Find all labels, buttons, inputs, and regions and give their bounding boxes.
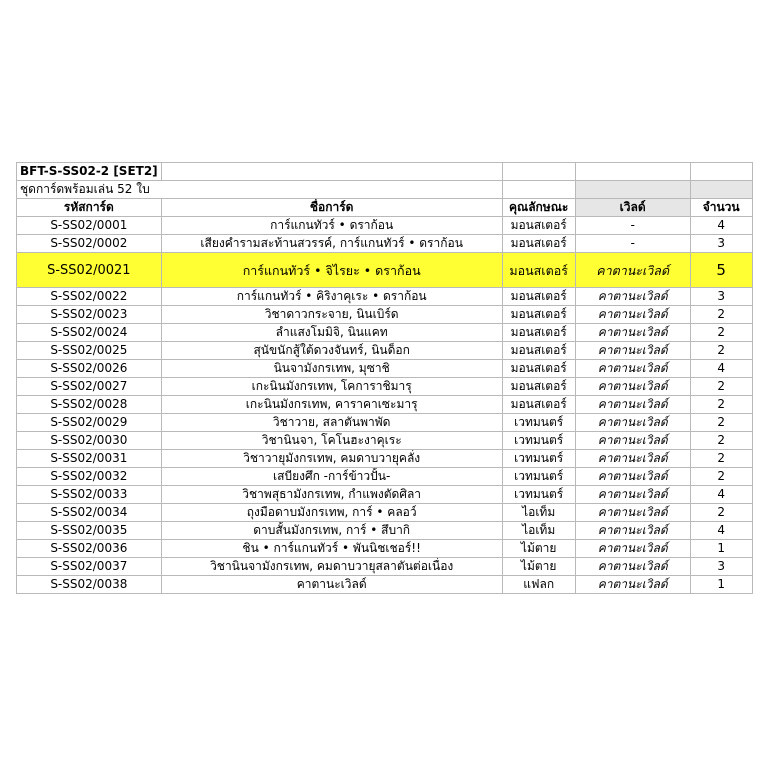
- cell-name[interactable]: ดาบสั้นมังกรเทพ, การ์ • สึบากิ: [161, 522, 502, 540]
- table-row: [17, 450, 753, 468]
- cell-code[interactable]: S-SS02/0028: [17, 396, 162, 414]
- cell-property[interactable]: มอนสเตอร์: [502, 396, 575, 414]
- cell-code[interactable]: S-SS02/0035: [17, 522, 162, 540]
- cell-property[interactable]: เวทมนตร์: [502, 432, 575, 450]
- table-row: [17, 288, 753, 306]
- cell-qty[interactable]: 4: [690, 360, 752, 378]
- cell-world[interactable]: คาตานะเวิลด์: [575, 360, 690, 378]
- cell-code[interactable]: S-SS02/0037: [17, 558, 162, 576]
- cell-code[interactable]: S-SS02/0033: [17, 486, 162, 504]
- cell-code[interactable]: S-SS02/0023: [17, 306, 162, 324]
- cell-property[interactable]: มอนสเตอร์: [502, 324, 575, 342]
- cell-name[interactable]: วิชาดาวกระจาย, นินเบิร์ด: [161, 306, 502, 324]
- cell-qty[interactable]: 5: [690, 253, 752, 288]
- cell-qty[interactable]: 3: [690, 558, 752, 576]
- cell-world[interactable]: คาตานะเวิลด์: [575, 576, 690, 594]
- empty-cell[interactable]: [575, 163, 690, 181]
- cell-world[interactable]: คาตานะเวิลด์: [575, 396, 690, 414]
- cell-qty[interactable]: 2: [690, 504, 752, 522]
- cell-property[interactable]: มอนสเตอร์: [502, 235, 575, 253]
- table-row: [17, 360, 753, 378]
- cell-code[interactable]: S-SS02/0021: [17, 253, 162, 288]
- cell-name[interactable]: สุนัขนักสู้ใต้ดวงจันทร์, นินด็อก: [161, 342, 502, 360]
- header-name[interactable]: ชื่อการ์ด: [161, 199, 502, 217]
- cell-name[interactable]: ถุงมือดาบมังกรเทพ, การ์ • คลอว์: [161, 504, 502, 522]
- cell-world[interactable]: คาตานะเวิลด์: [575, 253, 690, 288]
- cell-property[interactable]: ไอเท็ม: [502, 522, 575, 540]
- cell-code[interactable]: S-SS02/0024: [17, 324, 162, 342]
- cell-property[interactable]: มอนสเตอร์: [502, 253, 575, 288]
- table-row: [17, 576, 753, 594]
- cell-code[interactable]: S-SS02/0038: [17, 576, 162, 594]
- cell-property[interactable]: มอนสเตอร์: [502, 288, 575, 306]
- table-row: [17, 253, 753, 288]
- cell-property[interactable]: มอนสเตอร์: [502, 360, 575, 378]
- title-row: [17, 163, 753, 181]
- cell-name[interactable]: วิชานินจา, โคโนฮะงาคุเระ: [161, 432, 502, 450]
- empty-cell[interactable]: [575, 181, 690, 199]
- cell-name[interactable]: นินจามังกรเทพ, มุซาชิ: [161, 360, 502, 378]
- cell-property[interactable]: เวทมนตร์: [502, 468, 575, 486]
- cell-world[interactable]: คาตานะเวิลด์: [575, 540, 690, 558]
- cell-name[interactable]: วิชานินจามังกรเทพ, คมดาบวายุสลาตันต่อเนื่อง: [161, 558, 502, 576]
- empty-cell[interactable]: [690, 181, 752, 199]
- header-property[interactable]: คุณลักษณะ: [502, 199, 575, 217]
- cell-world[interactable]: คาตานะเวิลด์: [575, 504, 690, 522]
- header-code[interactable]: รหัสการ์ด: [17, 199, 162, 217]
- cell-code[interactable]: S-SS02/0026: [17, 360, 162, 378]
- cell-name[interactable]: คาตานะเวิลด์: [161, 576, 502, 594]
- cell-code[interactable]: S-SS02/0027: [17, 378, 162, 396]
- cell-property[interactable]: แฟลก: [502, 576, 575, 594]
- cell-name[interactable]: วิชาวายุมังกรเทพ, คมดาบวายุคลั่ง: [161, 450, 502, 468]
- cell-world[interactable]: คาตานะเวิลด์: [575, 324, 690, 342]
- cell-name[interactable]: การ์แกนทัวร์ • คิริงาคุเระ • ดราก้อน: [161, 288, 502, 306]
- cell-world[interactable]: คาตานะเวิลด์: [575, 414, 690, 432]
- cell-code[interactable]: S-SS02/0002: [17, 235, 162, 253]
- cell-property[interactable]: ไอเท็ม: [502, 504, 575, 522]
- cell-name[interactable]: การ์แกนทัวร์ • จิไรยะ • ดราก้อน: [161, 253, 502, 288]
- cell-code[interactable]: S-SS02/0022: [17, 288, 162, 306]
- table-row: [17, 324, 753, 342]
- cell-world[interactable]: -: [575, 217, 690, 235]
- cell-qty[interactable]: 4: [690, 522, 752, 540]
- cell-name[interactable]: เสียงคำรามสะท้านสวรรค์, การ์แกนทัวร์ • ดราก้อน: [161, 235, 502, 253]
- cell-qty[interactable]: 3: [690, 235, 752, 253]
- cell-property[interactable]: ไม้ตาย: [502, 540, 575, 558]
- table-row: [17, 540, 753, 558]
- sheet-title[interactable]: BFT-S-SS02-2 [SET2]: [17, 163, 162, 181]
- cell-qty[interactable]: 1: [690, 540, 752, 558]
- table-row: [17, 414, 753, 432]
- sheet-subtitle[interactable]: ชุดการ์ดพร้อมเล่น 52 ใบ: [17, 181, 503, 199]
- cell-name[interactable]: ชิน • การ์แกนทัวร์ • พันนิชเชอร์!!: [161, 540, 502, 558]
- cell-world[interactable]: คาตานะเวิลด์: [575, 522, 690, 540]
- cell-world[interactable]: -: [575, 235, 690, 253]
- cell-property[interactable]: มอนสเตอร์: [502, 378, 575, 396]
- card-list-table: [16, 162, 753, 594]
- cell-name[interactable]: วิชาพสุธามังกรเทพ, กำแพงตัดศิลา: [161, 486, 502, 504]
- cell-qty[interactable]: 3: [690, 288, 752, 306]
- cell-name[interactable]: ลำแสงโมมิจิ, นินแคท: [161, 324, 502, 342]
- table-row: [17, 468, 753, 486]
- cell-qty[interactable]: 4: [690, 486, 752, 504]
- cell-property[interactable]: มอนสเตอร์: [502, 217, 575, 235]
- cell-property[interactable]: มอนสเตอร์: [502, 342, 575, 360]
- cell-code[interactable]: S-SS02/0025: [17, 342, 162, 360]
- cell-name[interactable]: วิชาวาย, สลาตันพาพัด: [161, 414, 502, 432]
- cell-world[interactable]: คาตานะเวิลด์: [575, 486, 690, 504]
- cell-code[interactable]: S-SS02/0036: [17, 540, 162, 558]
- cell-qty[interactable]: 2: [690, 432, 752, 450]
- cell-world[interactable]: คาตานะเวิลด์: [575, 288, 690, 306]
- cell-qty[interactable]: 1: [690, 576, 752, 594]
- cell-world[interactable]: คาตานะเวิลด์: [575, 450, 690, 468]
- cell-world[interactable]: คาตานะเวิลด์: [575, 432, 690, 450]
- cell-qty[interactable]: 2: [690, 342, 752, 360]
- cell-world[interactable]: คาตานะเวิลด์: [575, 378, 690, 396]
- header-qty[interactable]: จำนวน: [690, 199, 752, 217]
- table-row: [17, 396, 753, 414]
- cell-property[interactable]: เวทมนตร์: [502, 450, 575, 468]
- cell-qty[interactable]: 2: [690, 306, 752, 324]
- cell-code[interactable]: S-SS02/0032: [17, 468, 162, 486]
- cell-world[interactable]: คาตานะเวิลด์: [575, 306, 690, 324]
- table-row: [17, 217, 753, 235]
- cell-property[interactable]: เวทมนตร์: [502, 486, 575, 504]
- cell-qty[interactable]: 2: [690, 378, 752, 396]
- empty-cell[interactable]: [161, 163, 502, 181]
- table-row: [17, 504, 753, 522]
- empty-cell[interactable]: [502, 181, 575, 199]
- cell-property[interactable]: ไม้ตาย: [502, 558, 575, 576]
- empty-cell[interactable]: [690, 163, 752, 181]
- table-row: [17, 235, 753, 253]
- table-row: [17, 558, 753, 576]
- cell-qty[interactable]: 2: [690, 468, 752, 486]
- cell-code[interactable]: S-SS02/0029: [17, 414, 162, 432]
- cell-property[interactable]: เวทมนตร์: [502, 414, 575, 432]
- table-row: [17, 342, 753, 360]
- cell-code[interactable]: S-SS02/0030: [17, 432, 162, 450]
- subtitle-row: [17, 181, 753, 199]
- table-row: [17, 522, 753, 540]
- table-row: [17, 306, 753, 324]
- table-row: [17, 378, 753, 396]
- cell-name[interactable]: การ์แกนทัวร์ • ดราก้อน: [161, 217, 502, 235]
- table-row: [17, 486, 753, 504]
- cell-code[interactable]: S-SS02/0001: [17, 217, 162, 235]
- cell-world[interactable]: คาตานะเวิลด์: [575, 468, 690, 486]
- cell-world[interactable]: คาตานะเวิลด์: [575, 342, 690, 360]
- table-row: [17, 432, 753, 450]
- cell-qty[interactable]: 4: [690, 217, 752, 235]
- cell-name[interactable]: เกะนินมังกรเทพ, คาราคาเซะมารุ: [161, 396, 502, 414]
- cell-name[interactable]: เสบียงศึก -การ์ข้าวปั้น-: [161, 468, 502, 486]
- cell-qty[interactable]: 2: [690, 414, 752, 432]
- cell-property[interactable]: มอนสเตอร์: [502, 306, 575, 324]
- cell-qty[interactable]: 2: [690, 324, 752, 342]
- table-body: [17, 163, 753, 594]
- cell-qty[interactable]: 2: [690, 396, 752, 414]
- header-world[interactable]: เวิลด์: [575, 199, 690, 217]
- empty-cell[interactable]: [502, 163, 575, 181]
- cell-qty[interactable]: 2: [690, 450, 752, 468]
- cell-name[interactable]: เกะนินมังกรเทพ, โคการาชิมารุ: [161, 378, 502, 396]
- cell-world[interactable]: คาตานะเวิลด์: [575, 558, 690, 576]
- header-row: [17, 199, 753, 217]
- cell-code[interactable]: S-SS02/0031: [17, 450, 162, 468]
- cell-code[interactable]: S-SS02/0034: [17, 504, 162, 522]
